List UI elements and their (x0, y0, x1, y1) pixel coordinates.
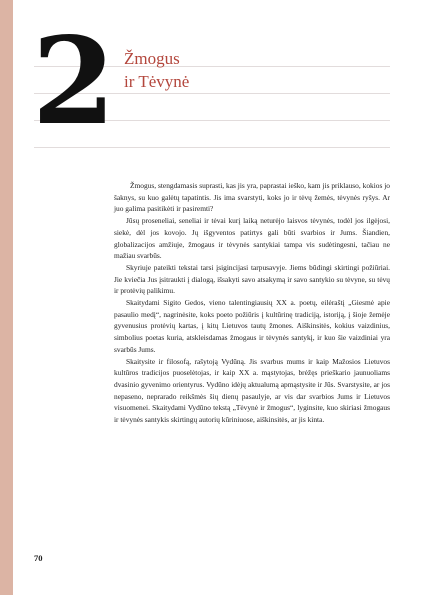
body-paragraph: Skaitysite ir filosofą, rašytoją Vydūną. Jis svarbus mums ir kaip Mažosios Lietuvos kultūros tradicijos puoselėtojas, ir kaip XX a. mąstytojas, brėžęs prieškario jaunuoliams dvasinio gyvenimo orientyrus. Vydūno idėjų aktualumą apmąstysite ir Jūs. Svarstysite, ar jos nepasenо, neprarado reikšmės šių dienų pasaulyje, ar vis dar svarbios Jums ir Lietuvos visuomenei. Skaitydami Vydūno tekstą „Tėvynė ir žmogus“, lyginsite, kuo skiriasi žmogaus ir tėvynės santykis skirtingų autorių kūriniuose, aiškinsitės, ar jis kinta. (114, 356, 390, 425)
page-number: 70 (34, 553, 43, 563)
chapter-title (124, 47, 189, 93)
chapter-title-line-1: Žmogus (124, 49, 180, 68)
chapter-number: 2 (32, 11, 112, 152)
chapter-title-line-2: ir Tėvynė (124, 72, 190, 91)
body-paragraph: Skaitydami Sigito Gedos, vieno talentingiausių XX a. poetų, eilėraštį „Giesmė apie pasaulio medį“, nagrinėsite, koks poeto požiūris į kultūrinę tradiciją, istoriją, į šioje žemėje gyvenusius protėvių kartas, į kitų Lietuvos tautų žmones. Aiškinsitės, kokius vaizdinius, simbolius poetas kuria, atskleisdamas žmogaus ir tėvynės santykį, ir kuo šie vaizdiniai yra svarbūs Jums. (114, 298, 390, 354)
side-color-band (0, 0, 13, 595)
body-paragraph: Skyriuje pateikti tekstai tarsi įsigincijasi tarpusavyje. Jiems būdingi skirtingi požiūriai. Jie kviečia Jus įsitraukti į dialogą, išsakyti savo atsakymą ir savo santykio su tėvyne, su tėvų ir protėvių palikimu. (114, 262, 390, 296)
body-paragraph: Jūsų proseneliai, seneliai ir tėvai kurį laiką neturėjo laisvos tėvynės, todėl jos ilgėjosi, siekė, dėl jos kovojo. Jų išgyventos patirtys gali būti svarbios ir Jums. Šiandien, globalizacijos amžiuje, žmogaus ir tėvynės santykiai tampa vis sudėtingesni, tačiau ne mažiau svarbūs. (114, 216, 390, 261)
body-text (114, 180, 390, 426)
body-paragraph: Žmogus, stengdamasis suprasti, kas jis yra, paprastai ieško, kam jis priklauso, kokios jo šaknys, su kuo galėtų tapatintis. Jis ima svarstyti, koks jo ir tėvų žemės, tėvynės ryšys. Ar juo galima pasitikėti ir pasiremti? (114, 181, 390, 214)
